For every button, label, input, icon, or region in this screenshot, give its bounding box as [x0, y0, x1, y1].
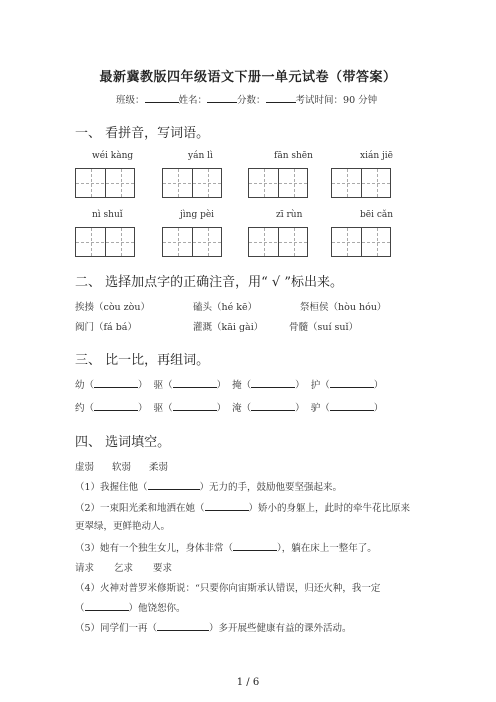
writing-box[interactable] — [75, 227, 135, 257]
answer-blank[interactable] — [94, 378, 138, 388]
paren: ） — [295, 403, 305, 414]
question-text: ）他饶恕你。 — [128, 603, 186, 614]
char-label: 约（ — [75, 403, 95, 414]
answer-blank[interactable] — [157, 621, 209, 631]
answer-blank[interactable] — [173, 401, 217, 411]
paren: ） — [138, 403, 148, 414]
choice-item[interactable]: 祭桓侯（hòu hóu） — [300, 302, 387, 313]
answer-blank[interactable] — [148, 480, 200, 490]
pinyin: yán lì — [188, 151, 213, 161]
writing-box[interactable] — [248, 168, 308, 198]
class-blank — [145, 93, 179, 103]
compare-row-2 — [75, 400, 383, 414]
question-text: ）无力的手，鼓励他要坚强起来。 — [199, 482, 343, 493]
word-option: 乞求 — [114, 563, 134, 574]
pinyin: zī rùn — [276, 210, 303, 220]
score-blank — [266, 93, 296, 103]
question-text: （3）她有一个独生女儿，身体非常（ — [75, 543, 234, 554]
section-2-heading: 二、 选择加点字的正确注音，用“ √ ”标出来。 — [75, 275, 343, 290]
writing-box[interactable] — [75, 168, 135, 198]
class-label: 班级： — [116, 95, 145, 106]
writing-box[interactable] — [248, 227, 308, 257]
answer-blank[interactable] — [233, 541, 277, 551]
question-text: （2）一束阳光柔和地洒在她（ — [75, 503, 205, 514]
word-option: 要求 — [153, 563, 173, 574]
answer-blank[interactable] — [173, 378, 217, 388]
choice-item[interactable]: 磕头（hé kē） — [193, 302, 258, 313]
pinyin: fān shēn — [274, 151, 313, 161]
writing-box[interactable] — [331, 227, 391, 257]
choice-item[interactable]: 阀门（fá bá） — [75, 322, 137, 333]
question-3 — [75, 540, 377, 554]
choice-item[interactable]: 挨揍（còu zòu） — [75, 302, 151, 313]
time-label: 考试时间：90 分钟 — [295, 95, 378, 106]
answer-blank[interactable] — [251, 378, 295, 388]
word-choices-2 — [75, 560, 172, 574]
name-label: 姓名： — [178, 95, 208, 106]
char-label: 驱（ — [153, 380, 173, 391]
choice-item[interactable]: 骨髓（suí suǐ） — [289, 322, 359, 333]
char-label: 幼（ — [75, 380, 95, 391]
pinyin: nì shuǐ — [92, 210, 123, 220]
name-blank — [207, 93, 237, 103]
question-2 — [75, 500, 410, 514]
pinyin: xián jiē — [360, 151, 393, 161]
answer-blank[interactable] — [94, 401, 138, 411]
question-text: ），躺在床上一整年了。 — [277, 543, 377, 554]
writing-box[interactable] — [331, 168, 391, 198]
question-1 — [75, 479, 342, 493]
word-option: 虚弱 — [75, 462, 95, 473]
paren: ） — [373, 380, 384, 391]
question-4-cont — [75, 600, 186, 614]
question-text: ）娇小的身躯上，此时的牵牛花比原来 — [248, 503, 411, 514]
char-label: 淹（ — [232, 403, 252, 414]
question-text: （5）同学们一再（ — [75, 623, 158, 634]
compare-row-1 — [75, 377, 383, 391]
page-number: 1 / 6 — [236, 677, 260, 688]
section-4-heading: 四、 选词填空。 — [75, 435, 171, 450]
page-title: 最新冀教版四年级语文下册一单元试卷（带答案） — [99, 70, 397, 85]
question-4: （4）火神对普罗米修斯说：“只要你向宙斯承认错误，归还火种，我一定 — [75, 583, 381, 594]
paren: ） — [138, 380, 148, 391]
char-label: 掩（ — [232, 380, 252, 391]
question-text: （ — [75, 603, 85, 614]
question-text: ）多开展些健康有益的课外活动。 — [209, 623, 352, 634]
question-5 — [75, 620, 352, 634]
pinyin: jìng pèi — [180, 210, 215, 220]
score-label: 分数： — [237, 95, 266, 106]
answer-blank[interactable] — [85, 601, 129, 611]
writing-box[interactable] — [162, 227, 222, 257]
paren: ） — [295, 380, 305, 391]
answer-blank[interactable] — [205, 501, 249, 511]
paren: ） — [373, 403, 384, 414]
word-choices-1 — [75, 459, 168, 473]
word-option: 柔弱 — [149, 462, 169, 473]
answer-blank[interactable] — [330, 378, 374, 388]
question-text: （1）我握住他（ — [75, 482, 148, 493]
word-option: 软弱 — [112, 462, 132, 473]
answer-blank[interactable] — [330, 401, 374, 411]
answer-blank[interactable] — [251, 401, 295, 411]
pinyin: wéi kàng — [92, 151, 134, 161]
question-2-cont: 更翠绿，更鲜艳动人。 — [75, 521, 171, 532]
pinyin: bēi cǎn — [360, 210, 394, 220]
paren: ） — [216, 403, 227, 414]
exam-info — [116, 92, 377, 106]
char-label: 驴（ — [310, 403, 330, 414]
word-option: 请求 — [75, 563, 95, 574]
char-label: 护（ — [310, 380, 330, 391]
section-1-heading: 一、 看拼音，写词语。 — [75, 126, 210, 141]
choice-item[interactable]: 灌溉（kāi gài） — [193, 322, 264, 333]
paren: ） — [216, 380, 227, 391]
section-3-heading: 三、 比一比，再组词。 — [75, 353, 210, 368]
writing-box[interactable] — [162, 168, 222, 198]
char-label: 驱（ — [153, 403, 173, 414]
